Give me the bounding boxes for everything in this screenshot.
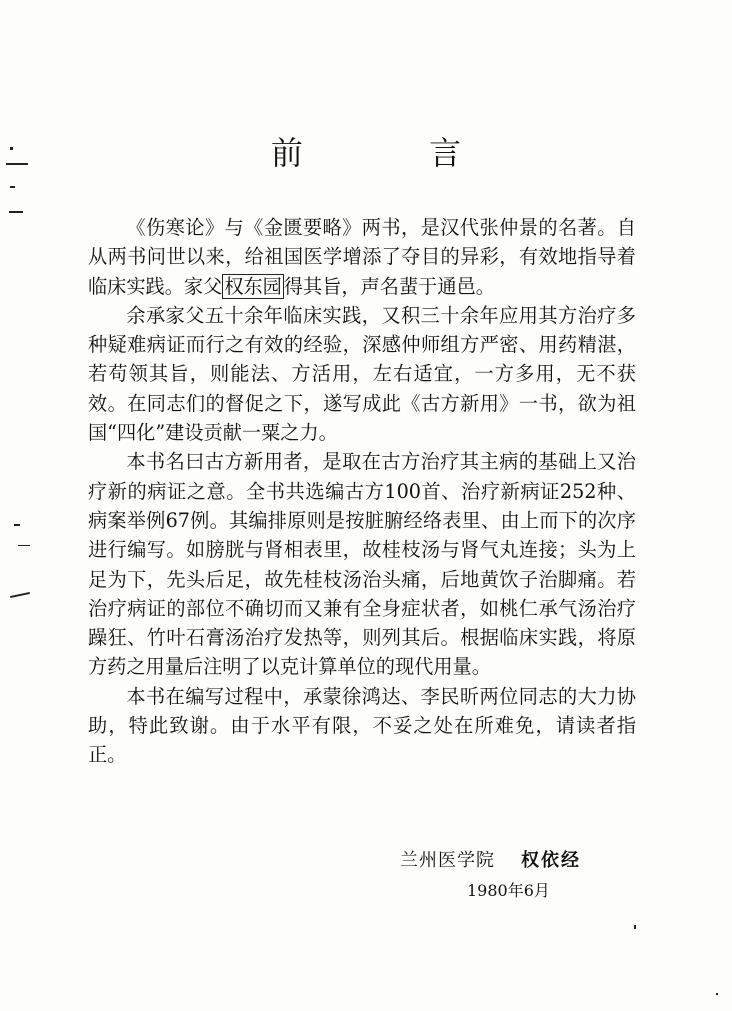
scan-mark bbox=[14, 524, 20, 526]
paragraph-1-text-end: 得其旨，声名蜚于通邑。 bbox=[283, 274, 495, 298]
scan-mark bbox=[10, 592, 30, 598]
page-title: 前 言 bbox=[270, 134, 520, 172]
scan-mark bbox=[9, 211, 23, 213]
signature-line bbox=[400, 846, 581, 872]
paragraph-4: 本书在编写过程中，承蒙徐鸿达、李民昕两位同志的大力协助，特此致谢。由于水平有限，不妥之处在所难免，请读者指正。 bbox=[88, 684, 636, 767]
paragraph-1-text-start: 《伤寒论》与《金匮要略》两书，是汉代张仲景的名著。自从两书问世以来，给祖国医学增添了夺目的异彩，有效地指导着临床实践。家父 bbox=[88, 216, 636, 298]
scan-mark bbox=[634, 925, 636, 929]
scan-mark bbox=[716, 993, 718, 995]
author-name: 权依经 bbox=[521, 850, 581, 871]
scan-mark bbox=[10, 147, 13, 150]
scan-mark bbox=[10, 186, 15, 188]
preface-body bbox=[88, 213, 636, 770]
paragraph-3: 本书名曰古方新用者，是取在古方治疗其主病的基础上又治疗新的病证之意。全书共选编古方100首、治疗新病证252种、病案举例67例。其编排原则是按脏腑经络表里、由上而下的次序进行编写。如膀胱与肾相表里，故桂枝汤与肾气丸连接；头为上足为下，先头后足，故先桂枝汤治头痛，后地黄饮子治脚痛。若治疗病证的部位不确切而又兼有全身症状者，如桃仁承气汤治疗躁狂、竹叶石膏汤治疗发热等，则列其后。根据临床实践，将原方药之用量后注明了以克计算单位的现代用量。 bbox=[88, 450, 636, 679]
signature-date: 1980年6月 bbox=[467, 881, 550, 900]
scan-mark bbox=[6, 163, 28, 165]
boxed-name: 权东园 bbox=[224, 274, 282, 298]
paragraph-1 bbox=[88, 213, 636, 301]
institution-name: 兰州医学院 bbox=[400, 850, 495, 871]
paragraph-2: 余承家父五十余年临床实践，又积三十余年应用其方治疗多种疑难病证而行之有效的经验，深感仲师组方严密、用药精湛，若苟领其旨，则能法、方活用，左右适宜，一方多用，无不获效。在同志们的督促之下，遂写成此《古方新用》一书，欲为祖国“四化”建设贡献一粟之力。 bbox=[88, 303, 636, 445]
scan-mark bbox=[18, 545, 30, 546]
